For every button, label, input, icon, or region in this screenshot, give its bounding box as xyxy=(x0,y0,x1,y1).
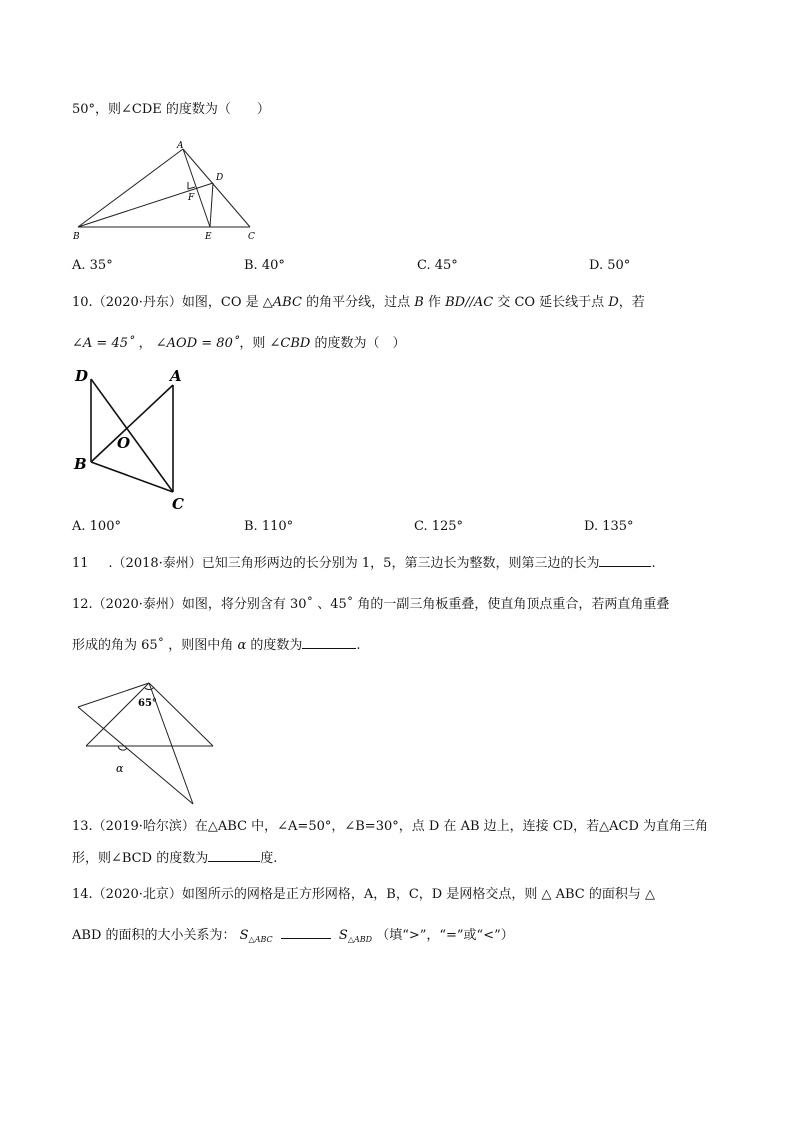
q9-label-b: B xyxy=(73,232,80,242)
q14-sub-abd: △ABD xyxy=(347,935,373,944)
q10-sep: ， xyxy=(138,336,152,351)
q14-answer-blank[interactable] xyxy=(281,938,331,939)
q12-alpha: α xyxy=(237,638,247,653)
q10-text-7: 的度数为（ ） xyxy=(314,336,406,351)
q10-label-b: B xyxy=(74,455,87,473)
q10-point-b: B xyxy=(414,295,424,310)
q13-line-1: 13.（2019·哈尔滨）在△ABC 中，∠A=50°，∠B=30°，点 D 在 AB 边上，连接 CD，若△ACD 为直角三角 xyxy=(72,819,709,834)
q13-text-a: 形，则∠BCD 的度数为 xyxy=(72,851,209,866)
q14-s-letter-2: S xyxy=(338,928,348,943)
q9-option-b: B. 40° xyxy=(244,258,285,273)
q14-sub-abc: △ABC xyxy=(248,935,273,944)
q9-label-a: A xyxy=(177,141,184,151)
q10-angle-aod: ∠AOD = 80˚ xyxy=(155,336,240,351)
q13-answer-blank[interactable] xyxy=(208,861,260,862)
q10-label-a: A xyxy=(170,367,182,385)
q9-label-c: C xyxy=(248,232,255,242)
q10-point-d: D xyxy=(608,295,619,310)
q9-option-a: A. 35° xyxy=(72,258,113,273)
q10-text-4: 交 CO 延长线于点 xyxy=(497,295,605,310)
q10-label-c: C xyxy=(172,495,184,513)
q14-s-letter-1: S xyxy=(239,928,249,943)
q10-line-2 xyxy=(72,335,405,353)
q10-text-1: 如图，CO 是 xyxy=(181,295,259,310)
q11-line xyxy=(72,555,656,573)
q14-text-a: ABD 的面积的大小关系为： xyxy=(72,928,236,943)
q12-text-b: 的度数为 xyxy=(250,638,303,653)
q14-s-abc xyxy=(240,928,273,943)
q10-label-o: O xyxy=(117,434,131,452)
q10-tri-abc: △ABC xyxy=(262,295,302,310)
q9-label-f: F xyxy=(188,193,195,203)
q12-end: . xyxy=(356,638,361,653)
q10-text-2: 的角平分线，过点 xyxy=(306,295,411,310)
q10-angle-a: ∠A = 45˚ xyxy=(72,336,135,351)
q10-label-d: D xyxy=(75,367,89,385)
q12-line-1: 12.（2020·泰州）如图，将分别含有 30˚ 、45˚ 角的一副三角板重叠，使直角顶点重合，若两直角重叠 xyxy=(72,597,670,612)
q11-dot: . xyxy=(108,556,113,571)
q9-question-tail: 50°，则∠CDE 的度数为（ ） xyxy=(72,102,270,117)
q10-text-6: ，则 xyxy=(239,336,266,351)
q10-text-5: ，若 xyxy=(618,295,645,310)
q13-text-b: 度. xyxy=(260,851,278,866)
q12-label-alpha: α xyxy=(116,762,124,775)
q10-option-c: C. 125° xyxy=(414,519,464,534)
q14-line-1: 14.（2020·北京）如图所示的网格是正方形网格，A，B，C，D 是网格交点，则 △ ABC 的面积与 △ xyxy=(72,887,655,902)
q12-set-squares-figure xyxy=(72,680,222,808)
q10-number: 10. xyxy=(72,295,93,310)
q9-label-d: D xyxy=(216,173,224,183)
q14-s-abd xyxy=(339,928,372,943)
q12-label-65: 65° xyxy=(138,698,157,709)
q10-bd-parallel-ac: BD//AC xyxy=(445,295,494,310)
q10-angle-cbd: ∠CBD xyxy=(269,336,311,351)
q10-source: （2020·丹东） xyxy=(92,295,182,310)
q10-option-b: B. 110° xyxy=(244,519,294,534)
q13-line-2 xyxy=(72,850,277,868)
q12-text-a: 形成的角为 65˚ ，则图中角 xyxy=(72,638,234,653)
q12-line-2 xyxy=(72,637,361,655)
q11-end: . xyxy=(651,556,656,571)
q10-figure xyxy=(70,366,195,514)
q10-option-a: A. 100° xyxy=(72,519,121,534)
q10-option-d: D. 135° xyxy=(584,519,634,534)
q12-answer-blank[interactable] xyxy=(302,648,356,649)
q11-number: 11 xyxy=(72,556,89,571)
q10-line-1 xyxy=(72,294,645,312)
q9-triangle-figure xyxy=(70,140,270,245)
q11-answer-blank[interactable] xyxy=(599,566,651,567)
q9-option-c: C. 45° xyxy=(417,258,458,273)
q11-text: （2018·泰州）已知三角形两边的长分别为 1，5，第三边长为整数，则第三边的长为 xyxy=(112,556,600,571)
q10-text-3: 作 xyxy=(427,295,441,310)
q9-option-d: D. 50° xyxy=(589,258,631,273)
q14-text-b: （填“>”，“=”或“<”） xyxy=(376,928,514,943)
q14-line-2 xyxy=(72,927,514,949)
q9-label-e: E xyxy=(205,232,212,242)
